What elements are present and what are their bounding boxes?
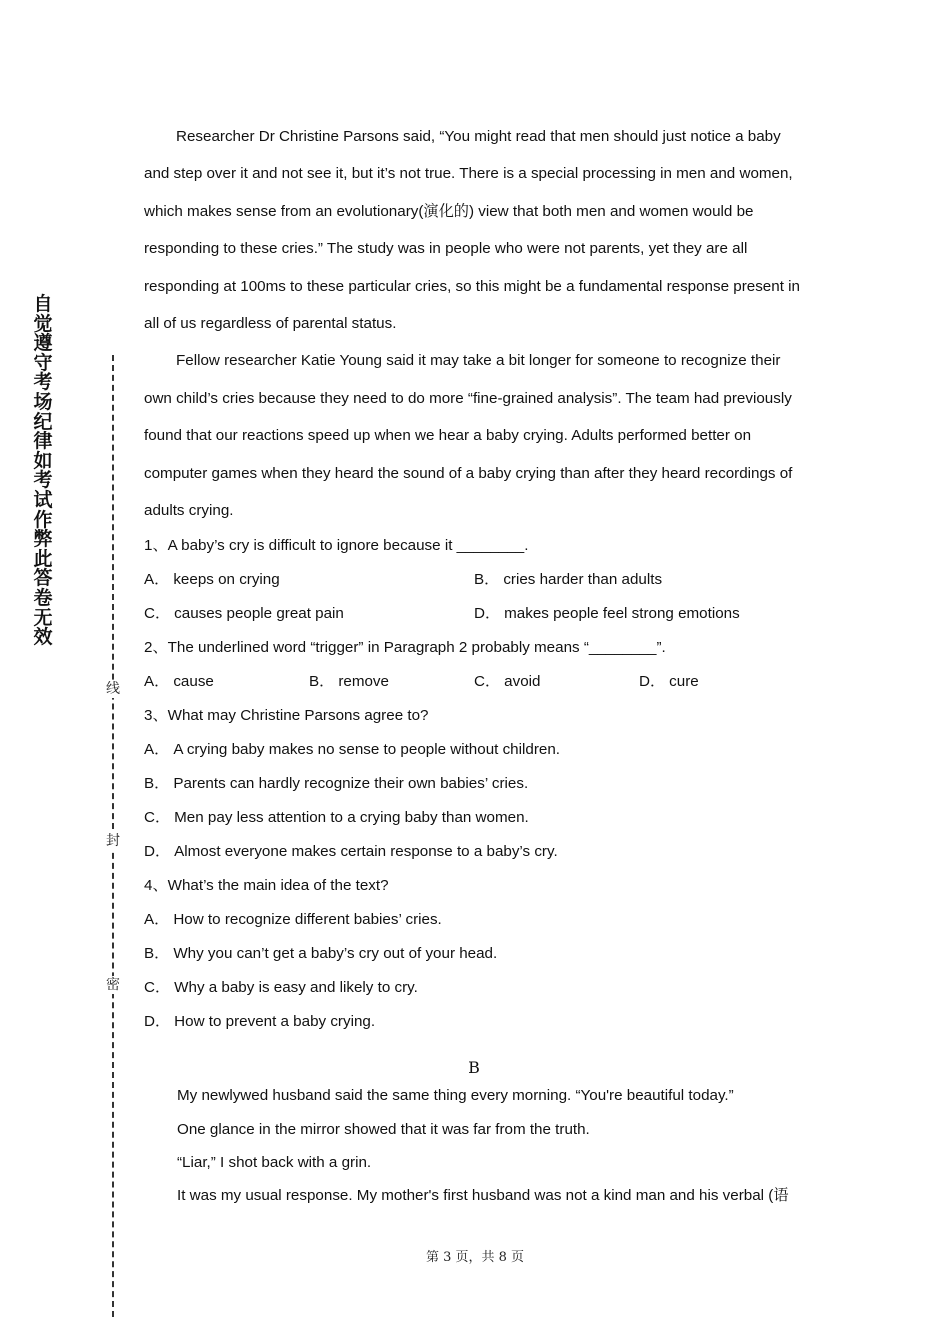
exam-discipline-warning: 自觉遵守考场纪律如考试作弊此答卷无效 xyxy=(33,293,53,649)
question-2-stem: 2、The underlined word “trigger” in Paragraph 2 probably means “________”. xyxy=(144,639,666,657)
section-b-title: B xyxy=(468,1058,480,1078)
question-2-options xyxy=(144,665,804,699)
passage-paragraph: Fellow researcher Katie Young said it may take a bit longer for someone to recognize their own child’s cries because they need to do more “fine-grained analysis”. The team had previously found that our reactions speed up when we hear a baby crying. Adults performed better on computer games when they heard the sound of a baby crying than after they heard recordings of adults crying. xyxy=(144,352,793,520)
option-c[interactable]: C． Why a baby is easy and likely to cry. xyxy=(144,979,418,997)
seal-mark-line: 线 xyxy=(106,681,120,697)
option-b[interactable]: B． Why you can’t get a baby’s cry out of your head. xyxy=(144,945,498,963)
option-c[interactable]: C． causes people great pain xyxy=(144,605,344,623)
story-line: One glance in the mirror showed that it was far from the truth. xyxy=(177,1120,590,1138)
page-number-footer: 第 3 页，共 8 页 xyxy=(425,1250,525,1265)
passage-paragraph: Researcher Dr Christine Parsons said, “You might read that men should just notice a baby and step over it and not see it, but it’s not true. There is a special processing in men and women, which makes sense from an evolutionary(演化的) view that both men and women would be responding to these cries.” The study was in people who were not parents, yet they are all responding at 100ms to these particular cries, so this might be a fundamental response present in all of us regardless of parental status. xyxy=(144,128,800,333)
option-d[interactable]: D． How to prevent a baby crying. xyxy=(144,1013,376,1031)
question-1-stem: 1、A baby’s cry is difficult to ignore because it ________. xyxy=(144,537,529,555)
question-1-options xyxy=(144,597,804,631)
question-3-stem: 3、What may Christine Parsons agree to? xyxy=(144,707,429,725)
option-a[interactable]: A． keeps on crying xyxy=(144,571,280,589)
option-c[interactable]: C． Men pay less attention to a crying baby than women. xyxy=(144,809,529,827)
option-a[interactable]: A． cause xyxy=(144,673,214,691)
passage-a xyxy=(144,118,804,529)
story-line: “Liar,” I shot back with a grin. xyxy=(177,1154,372,1172)
section-b-passage xyxy=(144,1079,804,1212)
option-a[interactable]: A． How to recognize different babies’ cries. xyxy=(144,911,442,929)
option-a[interactable]: A． A crying baby makes no sense to people without children. xyxy=(144,741,560,759)
seal-mark-secret: 密 xyxy=(106,977,120,993)
option-b[interactable]: B． cries harder than adults xyxy=(474,571,663,589)
page-content xyxy=(144,118,804,1213)
option-b[interactable]: B． Parents can hardly recognize their own babies’ cries. xyxy=(144,775,529,793)
option-c[interactable]: C． avoid xyxy=(474,673,541,691)
option-b[interactable]: B． remove xyxy=(309,673,389,691)
seal-mark-seal: 封 xyxy=(106,833,120,849)
story-line: My newlywed husband said the same thing every morning. “You're beautiful today.” xyxy=(177,1087,734,1105)
story-line: It was my usual response. My mother's first husband was not a kind man and his verbal (语 xyxy=(177,1187,789,1205)
option-d[interactable]: D． cure xyxy=(639,673,699,691)
question-1-options xyxy=(144,563,804,597)
option-d[interactable]: D． Almost everyone makes certain response to a baby’s cry. xyxy=(144,843,558,861)
question-4-stem: 4、What’s the main idea of the text? xyxy=(144,877,389,895)
option-d[interactable]: D． makes people feel strong emotions xyxy=(474,605,740,623)
